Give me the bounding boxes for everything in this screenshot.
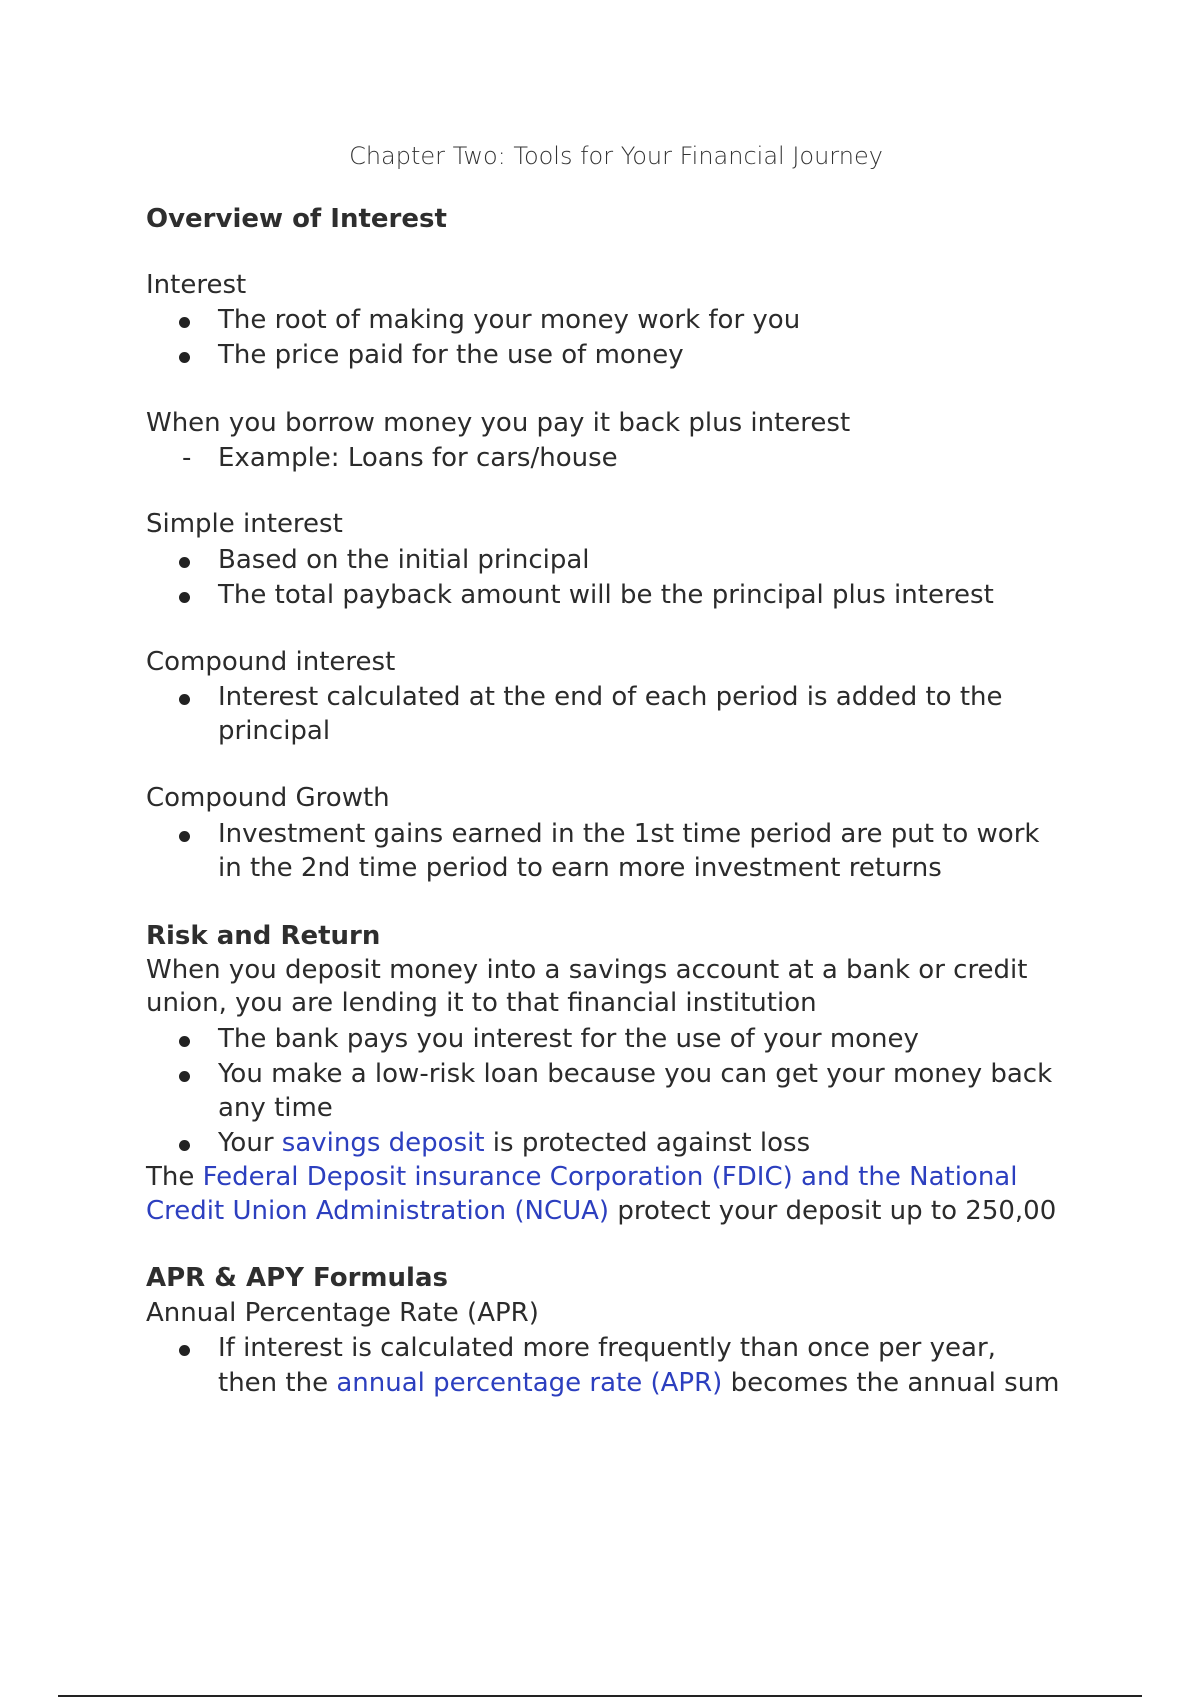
bullet-icon	[179, 1036, 190, 1047]
list-item-continuation: any time	[218, 1093, 333, 1123]
savings-deposit-link[interactable]: savings deposit	[281, 1128, 485, 1158]
list-item: If interest is calculated more frequently than once per year,	[218, 1333, 996, 1363]
bullet-icon	[179, 1140, 190, 1151]
list-item: The price paid for the use of money	[218, 340, 684, 370]
fdic-ncua-link[interactable]: Federal Deposit insurance Corporation (FDIC) and the National	[202, 1162, 1018, 1192]
list-item: - Example: Loans for cars/house	[182, 443, 618, 473]
list-item: Interest calculated at the end of each period is added to the	[218, 682, 1003, 712]
bullet-icon	[179, 317, 190, 328]
apr-label: Annual Percentage Rate (APR)	[146, 1298, 539, 1328]
compound-interest-label: Compound interest	[146, 647, 396, 677]
compound-growth-label: Compound Growth	[146, 783, 390, 813]
risk-paragraph: union, you are lending it to that financial institution	[146, 988, 817, 1018]
fdic-paragraph: Credit Union Administration (NCUA) protect your deposit up to 250,00	[146, 1196, 1057, 1226]
list-item-continuation: principal	[218, 716, 331, 746]
bullet-icon	[179, 592, 190, 603]
interest-label: Interest	[146, 270, 247, 300]
page-title: Chapter Two: Tools for Your Financial Journey	[349, 142, 883, 170]
list-item: Based on the initial principal	[218, 545, 590, 575]
bullet-icon	[179, 831, 190, 842]
list-item-continuation: then the annual percentage rate (APR) becomes the annual sum	[218, 1368, 1060, 1398]
list-item-continuation: in the 2nd time period to earn more investment returns	[218, 853, 942, 883]
dash-icon: -	[182, 443, 192, 473]
list-item: You make a low-risk loan because you can get your money back	[218, 1059, 1052, 1089]
borrow-text: When you borrow money you pay it back plus interest	[146, 408, 851, 438]
list-item: The root of making your money work for you	[218, 305, 800, 335]
list-item: The total payback amount will be the principal plus interest	[218, 580, 994, 610]
risk-paragraph: When you deposit money into a savings account at a bank or credit	[146, 955, 1028, 985]
bullet-icon	[179, 557, 190, 568]
bullet-icon	[179, 694, 190, 705]
fdic-ncua-link[interactable]: Credit Union Administration (NCUA)	[146, 1196, 610, 1226]
simple-interest-label: Simple interest	[146, 509, 343, 539]
overview-heading: Overview of Interest	[146, 204, 447, 234]
bullet-icon	[179, 1345, 190, 1356]
apr-heading: APR & APY Formulas	[146, 1263, 448, 1293]
fdic-paragraph: The Federal Deposit insurance Corporation (FDIC) and the National	[146, 1162, 1018, 1192]
bullet-icon	[179, 1071, 190, 1082]
apr-link[interactable]: annual percentage rate (APR)	[336, 1368, 723, 1398]
list-item: The bank pays you interest for the use of your money	[218, 1024, 919, 1054]
risk-heading: Risk and Return	[146, 921, 381, 951]
list-item: Investment gains earned in the 1st time period are put to work	[218, 819, 1039, 849]
list-item: Your savings deposit is protected against loss	[218, 1128, 810, 1158]
page-bottom-rule	[58, 1695, 1142, 1697]
bullet-icon	[179, 352, 190, 363]
